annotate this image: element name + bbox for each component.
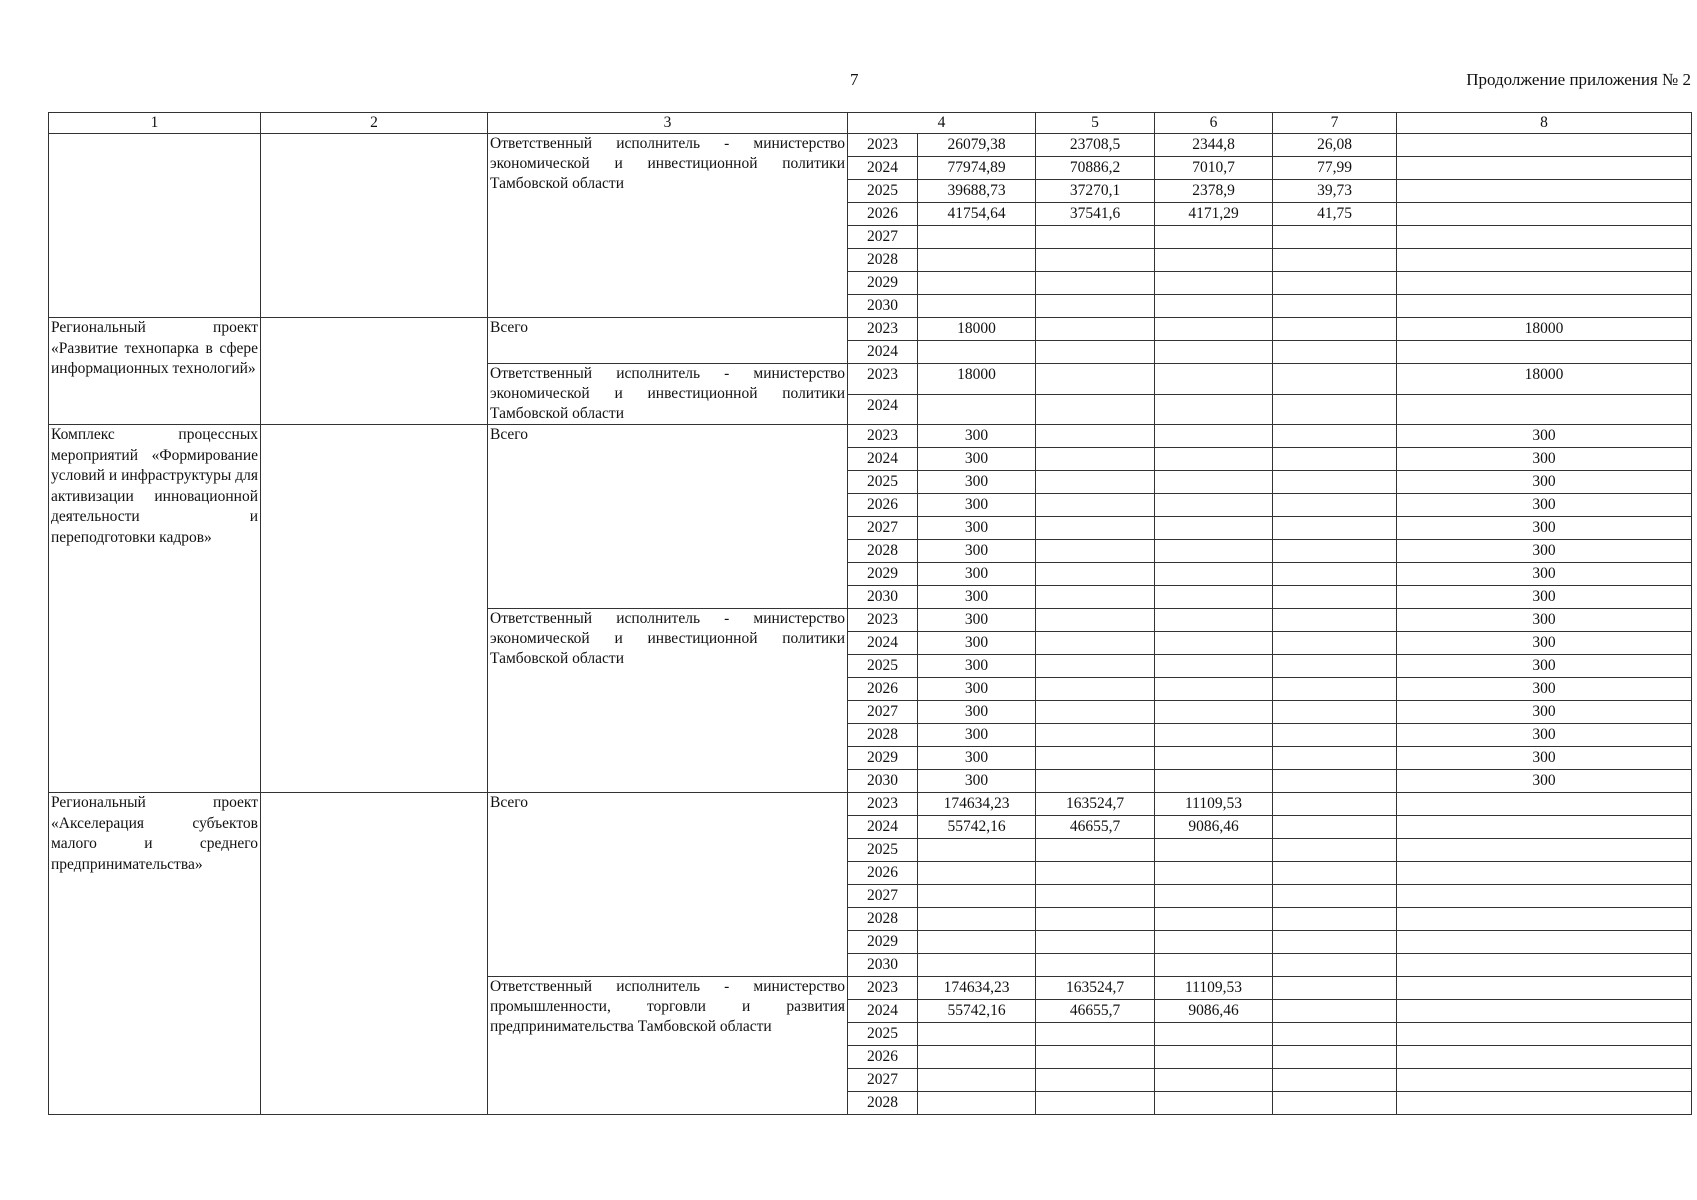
total-cell: 300 <box>918 724 1036 747</box>
federal-budget-cell <box>1036 908 1155 931</box>
local-budget-cell <box>1273 1000 1397 1023</box>
year-cell: 2024 <box>848 816 918 839</box>
federal-budget-cell <box>1036 1023 1155 1046</box>
local-budget-cell <box>1273 364 1397 395</box>
federal-budget-cell: 46655,7 <box>1036 816 1155 839</box>
local-budget-cell <box>1273 1046 1397 1069</box>
year-cell: 2025 <box>848 1023 918 1046</box>
total-cell: 174634,23 <box>918 977 1036 1000</box>
federal-budget-cell <box>1036 448 1155 471</box>
other-sources-cell: 300 <box>1397 701 1692 724</box>
other-sources-cell <box>1397 134 1692 157</box>
federal-budget-cell: 70886,2 <box>1036 157 1155 180</box>
year-cell: 2029 <box>848 931 918 954</box>
executor-cell: Ответственный исполнитель - министерство промышленности, торговли и развития предпринимательства Тамбовской области <box>488 977 848 1115</box>
federal-budget-cell <box>1036 249 1155 272</box>
regional-budget-cell <box>1155 954 1273 977</box>
regional-budget-cell <box>1155 586 1273 609</box>
year-cell: 2024 <box>848 448 918 471</box>
total-cell: 18000 <box>918 318 1036 341</box>
other-sources-cell <box>1397 341 1692 364</box>
other-sources-cell: 300 <box>1397 586 1692 609</box>
regional-budget-cell <box>1155 678 1273 701</box>
year-cell: 2027 <box>848 701 918 724</box>
local-budget-cell <box>1273 954 1397 977</box>
total-cell: 300 <box>918 632 1036 655</box>
other-sources-cell: 300 <box>1397 471 1692 494</box>
local-budget-cell <box>1273 609 1397 632</box>
program-name-cell: Комплекс процессных мероприятий «Формирование условий и инфраструктуры для активизации инновационной деятельности и переподготовки кадров» <box>49 425 261 793</box>
local-budget-cell <box>1273 586 1397 609</box>
other-sources-cell: 300 <box>1397 494 1692 517</box>
other-sources-cell <box>1397 180 1692 203</box>
regional-budget-cell <box>1155 272 1273 295</box>
year-cell: 2026 <box>848 203 918 226</box>
executor-cell: Ответственный исполнитель - министерство экономической и инвестиционной политики Тамбовской области <box>488 364 848 425</box>
federal-budget-cell <box>1036 862 1155 885</box>
federal-budget-cell <box>1036 341 1155 364</box>
total-cell <box>918 931 1036 954</box>
total-cell <box>918 249 1036 272</box>
column-header: 3 <box>488 113 848 134</box>
column-2-cell <box>261 425 488 793</box>
other-sources-cell <box>1397 862 1692 885</box>
federal-budget-cell: 37541,6 <box>1036 203 1155 226</box>
appendix-note: Продолжение приложения № 2 <box>1466 70 1691 89</box>
total-cell: 39688,73 <box>918 180 1036 203</box>
federal-budget-cell <box>1036 586 1155 609</box>
federal-budget-cell <box>1036 770 1155 793</box>
local-budget-cell <box>1273 471 1397 494</box>
local-budget-cell <box>1273 977 1397 1000</box>
header-row <box>49 113 1692 134</box>
total-cell: 300 <box>918 425 1036 448</box>
other-sources-cell: 300 <box>1397 517 1692 540</box>
regional-budget-cell <box>1155 655 1273 678</box>
column-2-cell <box>261 318 488 425</box>
federal-budget-cell <box>1036 494 1155 517</box>
total-cell <box>918 295 1036 318</box>
regional-budget-cell <box>1155 1069 1273 1092</box>
local-budget-cell <box>1273 318 1397 341</box>
total-cell: 300 <box>918 471 1036 494</box>
local-budget-cell <box>1273 862 1397 885</box>
regional-budget-cell <box>1155 425 1273 448</box>
regional-budget-cell <box>1155 394 1273 425</box>
local-budget-cell <box>1273 701 1397 724</box>
other-sources-cell: 300 <box>1397 609 1692 632</box>
local-budget-cell: 26,08 <box>1273 134 1397 157</box>
federal-budget-cell: 23708,5 <box>1036 134 1155 157</box>
local-budget-cell <box>1273 295 1397 318</box>
regional-budget-cell <box>1155 341 1273 364</box>
federal-budget-cell <box>1036 1046 1155 1069</box>
regional-budget-cell <box>1155 364 1273 395</box>
year-cell: 2029 <box>848 272 918 295</box>
federal-budget-cell <box>1036 364 1155 395</box>
regional-budget-cell <box>1155 931 1273 954</box>
other-sources-cell: 300 <box>1397 655 1692 678</box>
column-header: 7 <box>1273 113 1397 134</box>
total-cell: 77974,89 <box>918 157 1036 180</box>
total-cell <box>918 1092 1036 1115</box>
regional-budget-cell <box>1155 494 1273 517</box>
local-budget-cell <box>1273 226 1397 249</box>
regional-budget-cell <box>1155 318 1273 341</box>
year-cell: 2026 <box>848 678 918 701</box>
other-sources-cell <box>1397 272 1692 295</box>
year-cell: 2030 <box>848 954 918 977</box>
local-budget-cell <box>1273 341 1397 364</box>
federal-budget-cell <box>1036 1069 1155 1092</box>
regional-budget-cell <box>1155 448 1273 471</box>
year-cell: 2027 <box>848 517 918 540</box>
total-cell <box>918 908 1036 931</box>
total-cell <box>918 1023 1036 1046</box>
regional-budget-cell <box>1155 701 1273 724</box>
total-cell: 300 <box>918 609 1036 632</box>
year-cell: 2024 <box>848 394 918 425</box>
federal-budget-cell <box>1036 747 1155 770</box>
federal-budget-cell <box>1036 931 1155 954</box>
other-sources-cell: 18000 <box>1397 364 1692 395</box>
program-name-cell: Региональный проект «Развитие технопарка в сфере информационных технологий» <box>49 318 261 425</box>
year-cell: 2025 <box>848 655 918 678</box>
other-sources-cell <box>1397 1069 1692 1092</box>
total-cell: 41754,64 <box>918 203 1036 226</box>
page-number: 7 <box>850 70 859 89</box>
total-cell <box>918 839 1036 862</box>
other-sources-cell <box>1397 295 1692 318</box>
local-budget-cell <box>1273 655 1397 678</box>
federal-budget-cell <box>1036 272 1155 295</box>
year-cell: 2027 <box>848 226 918 249</box>
executor-cell: Всего <box>488 425 848 609</box>
local-budget-cell <box>1273 249 1397 272</box>
total-cell: 300 <box>918 494 1036 517</box>
regional-budget-cell <box>1155 632 1273 655</box>
total-cell <box>918 1046 1036 1069</box>
federal-budget-cell <box>1036 609 1155 632</box>
total-cell: 300 <box>918 747 1036 770</box>
other-sources-cell <box>1397 203 1692 226</box>
local-budget-cell <box>1273 816 1397 839</box>
local-budget-cell <box>1273 632 1397 655</box>
local-budget-cell <box>1273 272 1397 295</box>
total-cell: 300 <box>918 517 1036 540</box>
table-body <box>49 113 1692 1115</box>
regional-budget-cell <box>1155 747 1273 770</box>
federal-budget-cell <box>1036 839 1155 862</box>
year-cell: 2024 <box>848 1000 918 1023</box>
local-budget-cell <box>1273 563 1397 586</box>
total-cell: 55742,16 <box>918 816 1036 839</box>
executor-cell: Всего <box>488 318 848 364</box>
year-cell: 2024 <box>848 157 918 180</box>
local-budget-cell <box>1273 448 1397 471</box>
regional-budget-cell <box>1155 295 1273 318</box>
column-header: 1 <box>49 113 261 134</box>
column-header: 6 <box>1155 113 1273 134</box>
other-sources-cell: 300 <box>1397 747 1692 770</box>
federal-budget-cell <box>1036 295 1155 318</box>
regional-budget-cell <box>1155 540 1273 563</box>
federal-budget-cell: 46655,7 <box>1036 1000 1155 1023</box>
year-cell: 2026 <box>848 494 918 517</box>
total-cell <box>918 226 1036 249</box>
local-budget-cell <box>1273 494 1397 517</box>
regional-budget-cell <box>1155 249 1273 272</box>
total-cell <box>918 341 1036 364</box>
regional-budget-cell <box>1155 1023 1273 1046</box>
other-sources-cell <box>1397 931 1692 954</box>
federal-budget-cell <box>1036 954 1155 977</box>
other-sources-cell <box>1397 793 1692 816</box>
federal-budget-cell <box>1036 425 1155 448</box>
federal-budget-cell <box>1036 394 1155 425</box>
year-cell: 2023 <box>848 793 918 816</box>
total-cell: 300 <box>918 540 1036 563</box>
regional-budget-cell <box>1155 517 1273 540</box>
federal-budget-cell <box>1036 701 1155 724</box>
year-cell: 2023 <box>848 609 918 632</box>
other-sources-cell <box>1397 249 1692 272</box>
local-budget-cell <box>1273 839 1397 862</box>
local-budget-cell <box>1273 770 1397 793</box>
total-cell <box>918 885 1036 908</box>
other-sources-cell <box>1397 977 1692 1000</box>
program-name-cell <box>49 134 261 318</box>
year-cell: 2023 <box>848 318 918 341</box>
year-cell: 2028 <box>848 1092 918 1115</box>
federal-budget-cell <box>1036 632 1155 655</box>
year-cell: 2030 <box>848 770 918 793</box>
total-cell: 55742,16 <box>918 1000 1036 1023</box>
column-header: 2 <box>261 113 488 134</box>
regional-budget-cell <box>1155 563 1273 586</box>
other-sources-cell <box>1397 885 1692 908</box>
year-cell: 2023 <box>848 134 918 157</box>
year-cell: 2025 <box>848 180 918 203</box>
year-cell: 2024 <box>848 632 918 655</box>
budget-table <box>48 112 1692 1115</box>
regional-budget-cell <box>1155 226 1273 249</box>
other-sources-cell: 300 <box>1397 770 1692 793</box>
table-row <box>49 134 1692 157</box>
local-budget-cell <box>1273 1092 1397 1115</box>
table-row <box>49 318 1692 341</box>
local-budget-cell <box>1273 540 1397 563</box>
other-sources-cell: 300 <box>1397 724 1692 747</box>
year-cell: 2023 <box>848 977 918 1000</box>
total-cell <box>918 954 1036 977</box>
other-sources-cell <box>1397 839 1692 862</box>
local-budget-cell <box>1273 931 1397 954</box>
total-cell: 174634,23 <box>918 793 1036 816</box>
other-sources-cell: 300 <box>1397 632 1692 655</box>
total-cell: 300 <box>918 563 1036 586</box>
federal-budget-cell <box>1036 471 1155 494</box>
year-cell: 2025 <box>848 471 918 494</box>
local-budget-cell <box>1273 1023 1397 1046</box>
executor-cell: Ответственный исполнитель - министерство экономической и инвестиционной политики Тамбовской области <box>488 134 848 318</box>
column-header: 4 <box>848 113 1036 134</box>
year-cell: 2030 <box>848 295 918 318</box>
other-sources-cell: 300 <box>1397 448 1692 471</box>
other-sources-cell <box>1397 1000 1692 1023</box>
regional-budget-cell: 9086,46 <box>1155 816 1273 839</box>
local-budget-cell <box>1273 908 1397 931</box>
regional-budget-cell: 11109,53 <box>1155 793 1273 816</box>
regional-budget-cell <box>1155 724 1273 747</box>
other-sources-cell: 300 <box>1397 425 1692 448</box>
total-cell: 18000 <box>918 364 1036 395</box>
total-cell: 300 <box>918 770 1036 793</box>
table-row <box>49 793 1692 816</box>
regional-budget-cell: 2344,8 <box>1155 134 1273 157</box>
year-cell: 2027 <box>848 885 918 908</box>
year-cell: 2028 <box>848 908 918 931</box>
regional-budget-cell <box>1155 862 1273 885</box>
year-cell: 2026 <box>848 1046 918 1069</box>
federal-budget-cell <box>1036 885 1155 908</box>
executor-cell: Ответственный исполнитель - министерство экономической и инвестиционной политики Тамбовской области <box>488 609 848 793</box>
regional-budget-cell: 2378,9 <box>1155 180 1273 203</box>
federal-budget-cell <box>1036 563 1155 586</box>
local-budget-cell: 39,73 <box>1273 180 1397 203</box>
executor-cell: Всего <box>488 793 848 977</box>
regional-budget-cell: 11109,53 <box>1155 977 1273 1000</box>
column-2-cell <box>261 134 488 318</box>
local-budget-cell: 77,99 <box>1273 157 1397 180</box>
total-cell: 26079,38 <box>918 134 1036 157</box>
regional-budget-cell: 9086,46 <box>1155 1000 1273 1023</box>
total-cell: 300 <box>918 678 1036 701</box>
total-cell: 300 <box>918 448 1036 471</box>
regional-budget-cell <box>1155 1092 1273 1115</box>
other-sources-cell <box>1397 226 1692 249</box>
local-budget-cell <box>1273 747 1397 770</box>
table-row <box>49 425 1692 448</box>
federal-budget-cell <box>1036 678 1155 701</box>
local-budget-cell <box>1273 885 1397 908</box>
federal-budget-cell: 37270,1 <box>1036 180 1155 203</box>
year-cell: 2023 <box>848 425 918 448</box>
total-cell: 300 <box>918 586 1036 609</box>
regional-budget-cell <box>1155 839 1273 862</box>
year-cell: 2028 <box>848 540 918 563</box>
federal-budget-cell: 163524,7 <box>1036 793 1155 816</box>
other-sources-cell <box>1397 1023 1692 1046</box>
other-sources-cell <box>1397 1092 1692 1115</box>
regional-budget-cell <box>1155 1046 1273 1069</box>
regional-budget-cell: 4171,29 <box>1155 203 1273 226</box>
local-budget-cell <box>1273 678 1397 701</box>
federal-budget-cell <box>1036 226 1155 249</box>
regional-budget-cell: 7010,7 <box>1155 157 1273 180</box>
federal-budget-cell: 163524,7 <box>1036 977 1155 1000</box>
other-sources-cell: 300 <box>1397 540 1692 563</box>
federal-budget-cell <box>1036 724 1155 747</box>
federal-budget-cell <box>1036 540 1155 563</box>
other-sources-cell <box>1397 1046 1692 1069</box>
local-budget-cell <box>1273 425 1397 448</box>
other-sources-cell <box>1397 954 1692 977</box>
year-cell: 2026 <box>848 862 918 885</box>
program-name-cell: Региональный проект «Акселерация субъектов малого и среднего предпринимательства» <box>49 793 261 1115</box>
total-cell <box>918 1069 1036 1092</box>
total-cell <box>918 394 1036 425</box>
local-budget-cell <box>1273 394 1397 425</box>
regional-budget-cell <box>1155 770 1273 793</box>
local-budget-cell <box>1273 724 1397 747</box>
year-cell: 2024 <box>848 341 918 364</box>
total-cell <box>918 862 1036 885</box>
other-sources-cell: 300 <box>1397 678 1692 701</box>
year-cell: 2028 <box>848 249 918 272</box>
other-sources-cell <box>1397 908 1692 931</box>
other-sources-cell <box>1397 157 1692 180</box>
other-sources-cell: 18000 <box>1397 318 1692 341</box>
local-budget-cell <box>1273 517 1397 540</box>
other-sources-cell <box>1397 816 1692 839</box>
federal-budget-cell <box>1036 1092 1155 1115</box>
other-sources-cell <box>1397 394 1692 425</box>
total-cell <box>918 272 1036 295</box>
year-cell: 2025 <box>848 839 918 862</box>
year-cell: 2029 <box>848 563 918 586</box>
other-sources-cell: 300 <box>1397 563 1692 586</box>
column-header: 5 <box>1036 113 1155 134</box>
local-budget-cell <box>1273 1069 1397 1092</box>
year-cell: 2030 <box>848 586 918 609</box>
total-cell: 300 <box>918 701 1036 724</box>
local-budget-cell: 41,75 <box>1273 203 1397 226</box>
federal-budget-cell <box>1036 655 1155 678</box>
year-cell: 2028 <box>848 724 918 747</box>
regional-budget-cell <box>1155 471 1273 494</box>
column-header: 8 <box>1397 113 1692 134</box>
federal-budget-cell <box>1036 318 1155 341</box>
total-cell: 300 <box>918 655 1036 678</box>
regional-budget-cell <box>1155 908 1273 931</box>
local-budget-cell <box>1273 793 1397 816</box>
year-cell: 2027 <box>848 1069 918 1092</box>
regional-budget-cell <box>1155 885 1273 908</box>
year-cell: 2029 <box>848 747 918 770</box>
year-cell: 2023 <box>848 364 918 395</box>
federal-budget-cell <box>1036 517 1155 540</box>
regional-budget-cell <box>1155 609 1273 632</box>
column-2-cell <box>261 793 488 1115</box>
